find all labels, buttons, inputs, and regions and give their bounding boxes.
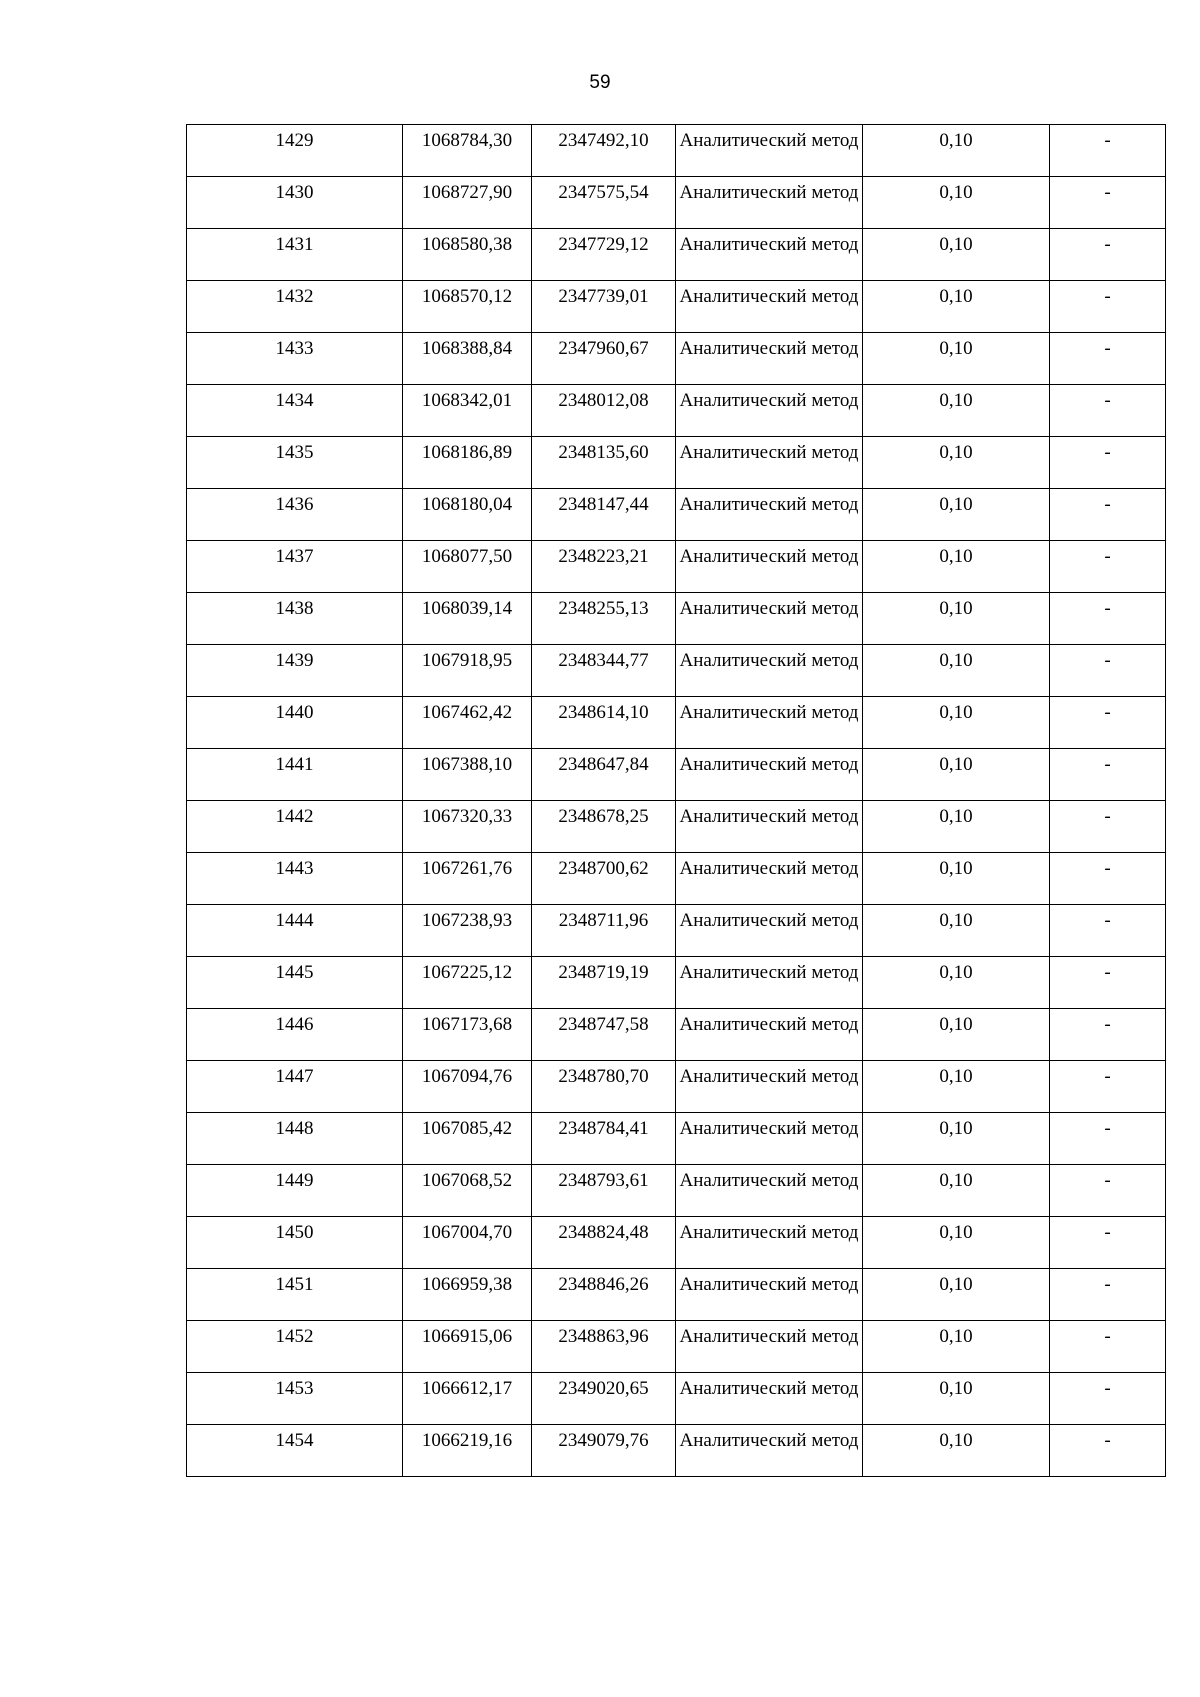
accuracy-cell: 0,10 bbox=[863, 489, 1050, 541]
accuracy-cell: 0,10 bbox=[863, 177, 1050, 229]
point-number-cell: 1452 bbox=[187, 1321, 403, 1373]
note-cell: - bbox=[1050, 541, 1166, 593]
accuracy-cell: 0,10 bbox=[863, 1269, 1050, 1321]
accuracy-cell: 0,10 bbox=[863, 437, 1050, 489]
table-row bbox=[187, 593, 1166, 645]
accuracy-cell: 0,10 bbox=[863, 645, 1050, 697]
point-number-cell: 1432 bbox=[187, 281, 403, 333]
method-cell: Аналитический метод bbox=[676, 177, 863, 229]
point-number-cell: 1439 bbox=[187, 645, 403, 697]
x-coordinate-cell: 1067004,70 bbox=[403, 1217, 532, 1269]
x-coordinate-cell: 1066219,16 bbox=[403, 1425, 532, 1477]
note-cell: - bbox=[1050, 593, 1166, 645]
note-cell: - bbox=[1050, 229, 1166, 281]
y-coordinate-cell: 2348780,70 bbox=[532, 1061, 676, 1113]
method-cell: Аналитический метод bbox=[676, 801, 863, 853]
x-coordinate-cell: 1068570,12 bbox=[403, 281, 532, 333]
y-coordinate-cell: 2347492,10 bbox=[532, 125, 676, 177]
y-coordinate-cell: 2347960,67 bbox=[532, 333, 676, 385]
table-row bbox=[187, 801, 1166, 853]
point-number-cell: 1445 bbox=[187, 957, 403, 1009]
point-number-cell: 1440 bbox=[187, 697, 403, 749]
y-coordinate-cell: 2348793,61 bbox=[532, 1165, 676, 1217]
table-row bbox=[187, 177, 1166, 229]
accuracy-cell: 0,10 bbox=[863, 1009, 1050, 1061]
table-row bbox=[187, 1217, 1166, 1269]
x-coordinate-cell: 1067173,68 bbox=[403, 1009, 532, 1061]
x-coordinate-cell: 1068388,84 bbox=[403, 333, 532, 385]
method-cell: Аналитический метод bbox=[676, 1113, 863, 1165]
accuracy-cell: 0,10 bbox=[863, 385, 1050, 437]
table-row bbox=[187, 1061, 1166, 1113]
table-row bbox=[187, 645, 1166, 697]
table-row bbox=[187, 437, 1166, 489]
note-cell: - bbox=[1050, 1165, 1166, 1217]
table-row bbox=[187, 1009, 1166, 1061]
note-cell: - bbox=[1050, 1425, 1166, 1477]
point-number-cell: 1444 bbox=[187, 905, 403, 957]
y-coordinate-cell: 2348614,10 bbox=[532, 697, 676, 749]
x-coordinate-cell: 1067462,42 bbox=[403, 697, 532, 749]
x-coordinate-cell: 1066959,38 bbox=[403, 1269, 532, 1321]
point-number-cell: 1451 bbox=[187, 1269, 403, 1321]
y-coordinate-cell: 2348846,26 bbox=[532, 1269, 676, 1321]
y-coordinate-cell: 2348255,13 bbox=[532, 593, 676, 645]
x-coordinate-cell: 1068580,38 bbox=[403, 229, 532, 281]
table-row bbox=[187, 281, 1166, 333]
point-number-cell: 1447 bbox=[187, 1061, 403, 1113]
y-coordinate-cell: 2348784,41 bbox=[532, 1113, 676, 1165]
y-coordinate-cell: 2347739,01 bbox=[532, 281, 676, 333]
y-coordinate-cell: 2348012,08 bbox=[532, 385, 676, 437]
y-coordinate-cell: 2348711,96 bbox=[532, 905, 676, 957]
y-coordinate-cell: 2349079,76 bbox=[532, 1425, 676, 1477]
y-coordinate-cell: 2348147,44 bbox=[532, 489, 676, 541]
method-cell: Аналитический метод bbox=[676, 489, 863, 541]
y-coordinate-cell: 2348344,77 bbox=[532, 645, 676, 697]
point-number-cell: 1446 bbox=[187, 1009, 403, 1061]
table-row bbox=[187, 957, 1166, 1009]
accuracy-cell: 0,10 bbox=[863, 125, 1050, 177]
point-number-cell: 1442 bbox=[187, 801, 403, 853]
x-coordinate-cell: 1068727,90 bbox=[403, 177, 532, 229]
y-coordinate-cell: 2348719,19 bbox=[532, 957, 676, 1009]
method-cell: Аналитический метод bbox=[676, 385, 863, 437]
note-cell: - bbox=[1050, 1269, 1166, 1321]
table-row bbox=[187, 697, 1166, 749]
table-row bbox=[187, 385, 1166, 437]
y-coordinate-cell: 2349020,65 bbox=[532, 1373, 676, 1425]
accuracy-cell: 0,10 bbox=[863, 1425, 1050, 1477]
point-number-cell: 1436 bbox=[187, 489, 403, 541]
x-coordinate-cell: 1067094,76 bbox=[403, 1061, 532, 1113]
accuracy-cell: 0,10 bbox=[863, 281, 1050, 333]
table-row bbox=[187, 1373, 1166, 1425]
accuracy-cell: 0,10 bbox=[863, 1321, 1050, 1373]
x-coordinate-cell: 1068784,30 bbox=[403, 125, 532, 177]
accuracy-cell: 0,10 bbox=[863, 801, 1050, 853]
accuracy-cell: 0,10 bbox=[863, 593, 1050, 645]
note-cell: - bbox=[1050, 749, 1166, 801]
method-cell: Аналитический метод bbox=[676, 957, 863, 1009]
y-coordinate-cell: 2348824,48 bbox=[532, 1217, 676, 1269]
y-coordinate-cell: 2348223,21 bbox=[532, 541, 676, 593]
table-row bbox=[187, 1113, 1166, 1165]
method-cell: Аналитический метод bbox=[676, 1321, 863, 1373]
method-cell: Аналитический метод bbox=[676, 1373, 863, 1425]
method-cell: Аналитический метод bbox=[676, 281, 863, 333]
note-cell: - bbox=[1050, 957, 1166, 1009]
note-cell: - bbox=[1050, 801, 1166, 853]
accuracy-cell: 0,10 bbox=[863, 957, 1050, 1009]
note-cell: - bbox=[1050, 125, 1166, 177]
point-number-cell: 1437 bbox=[187, 541, 403, 593]
note-cell: - bbox=[1050, 281, 1166, 333]
table-row bbox=[187, 1269, 1166, 1321]
method-cell: Аналитический метод bbox=[676, 1009, 863, 1061]
x-coordinate-cell: 1068077,50 bbox=[403, 541, 532, 593]
x-coordinate-cell: 1067085,42 bbox=[403, 1113, 532, 1165]
method-cell: Аналитический метод bbox=[676, 1061, 863, 1113]
point-number-cell: 1441 bbox=[187, 749, 403, 801]
accuracy-cell: 0,10 bbox=[863, 749, 1050, 801]
x-coordinate-cell: 1067238,93 bbox=[403, 905, 532, 957]
point-number-cell: 1429 bbox=[187, 125, 403, 177]
table-row bbox=[187, 333, 1166, 385]
note-cell: - bbox=[1050, 437, 1166, 489]
accuracy-cell: 0,10 bbox=[863, 229, 1050, 281]
point-number-cell: 1450 bbox=[187, 1217, 403, 1269]
coordinates-table-body bbox=[187, 125, 1166, 1477]
table-row bbox=[187, 489, 1166, 541]
table-row bbox=[187, 541, 1166, 593]
y-coordinate-cell: 2348863,96 bbox=[532, 1321, 676, 1373]
x-coordinate-cell: 1067068,52 bbox=[403, 1165, 532, 1217]
point-number-cell: 1438 bbox=[187, 593, 403, 645]
x-coordinate-cell: 1068186,89 bbox=[403, 437, 532, 489]
x-coordinate-cell: 1066612,17 bbox=[403, 1373, 532, 1425]
point-number-cell: 1430 bbox=[187, 177, 403, 229]
y-coordinate-cell: 2348678,25 bbox=[532, 801, 676, 853]
note-cell: - bbox=[1050, 1321, 1166, 1373]
method-cell: Аналитический метод bbox=[676, 645, 863, 697]
point-number-cell: 1443 bbox=[187, 853, 403, 905]
table-row bbox=[187, 749, 1166, 801]
table-row bbox=[187, 1165, 1166, 1217]
note-cell: - bbox=[1050, 853, 1166, 905]
accuracy-cell: 0,10 bbox=[863, 1373, 1050, 1425]
note-cell: - bbox=[1050, 333, 1166, 385]
x-coordinate-cell: 1068039,14 bbox=[403, 593, 532, 645]
note-cell: - bbox=[1050, 177, 1166, 229]
method-cell: Аналитический метод bbox=[676, 593, 863, 645]
table-row bbox=[187, 1425, 1166, 1477]
x-coordinate-cell: 1067320,33 bbox=[403, 801, 532, 853]
point-number-cell: 1453 bbox=[187, 1373, 403, 1425]
table-row bbox=[187, 229, 1166, 281]
note-cell: - bbox=[1050, 489, 1166, 541]
point-number-cell: 1433 bbox=[187, 333, 403, 385]
method-cell: Аналитический метод bbox=[676, 333, 863, 385]
x-coordinate-cell: 1067918,95 bbox=[403, 645, 532, 697]
coordinates-table bbox=[186, 124, 1166, 1477]
accuracy-cell: 0,10 bbox=[863, 1113, 1050, 1165]
table-row bbox=[187, 125, 1166, 177]
point-number-cell: 1448 bbox=[187, 1113, 403, 1165]
accuracy-cell: 0,10 bbox=[863, 1165, 1050, 1217]
note-cell: - bbox=[1050, 1061, 1166, 1113]
note-cell: - bbox=[1050, 697, 1166, 749]
x-coordinate-cell: 1067388,10 bbox=[403, 749, 532, 801]
accuracy-cell: 0,10 bbox=[863, 1217, 1050, 1269]
x-coordinate-cell: 1066915,06 bbox=[403, 1321, 532, 1373]
accuracy-cell: 0,10 bbox=[863, 1061, 1050, 1113]
note-cell: - bbox=[1050, 1217, 1166, 1269]
note-cell: - bbox=[1050, 1113, 1166, 1165]
method-cell: Аналитический метод bbox=[676, 697, 863, 749]
method-cell: Аналитический метод bbox=[676, 1165, 863, 1217]
point-number-cell: 1434 bbox=[187, 385, 403, 437]
y-coordinate-cell: 2347729,12 bbox=[532, 229, 676, 281]
note-cell: - bbox=[1050, 1009, 1166, 1061]
x-coordinate-cell: 1067261,76 bbox=[403, 853, 532, 905]
method-cell: Аналитический метод bbox=[676, 229, 863, 281]
note-cell: - bbox=[1050, 385, 1166, 437]
note-cell: - bbox=[1050, 645, 1166, 697]
method-cell: Аналитический метод bbox=[676, 1269, 863, 1321]
table-row bbox=[187, 1321, 1166, 1373]
accuracy-cell: 0,10 bbox=[863, 697, 1050, 749]
y-coordinate-cell: 2348700,62 bbox=[532, 853, 676, 905]
accuracy-cell: 0,10 bbox=[863, 905, 1050, 957]
y-coordinate-cell: 2347575,54 bbox=[532, 177, 676, 229]
table-row bbox=[187, 853, 1166, 905]
method-cell: Аналитический метод bbox=[676, 853, 863, 905]
point-number-cell: 1454 bbox=[187, 1425, 403, 1477]
x-coordinate-cell: 1068342,01 bbox=[403, 385, 532, 437]
method-cell: Аналитический метод bbox=[676, 125, 863, 177]
method-cell: Аналитический метод bbox=[676, 541, 863, 593]
y-coordinate-cell: 2348135,60 bbox=[532, 437, 676, 489]
y-coordinate-cell: 2348647,84 bbox=[532, 749, 676, 801]
method-cell: Аналитический метод bbox=[676, 749, 863, 801]
method-cell: Аналитический метод bbox=[676, 1425, 863, 1477]
page-number: 59 bbox=[589, 72, 611, 93]
method-cell: Аналитический метод bbox=[676, 1217, 863, 1269]
method-cell: Аналитический метод bbox=[676, 437, 863, 489]
table-row bbox=[187, 905, 1166, 957]
accuracy-cell: 0,10 bbox=[863, 853, 1050, 905]
note-cell: - bbox=[1050, 1373, 1166, 1425]
point-number-cell: 1435 bbox=[187, 437, 403, 489]
x-coordinate-cell: 1068180,04 bbox=[403, 489, 532, 541]
note-cell: - bbox=[1050, 905, 1166, 957]
accuracy-cell: 0,10 bbox=[863, 541, 1050, 593]
method-cell: Аналитический метод bbox=[676, 905, 863, 957]
y-coordinate-cell: 2348747,58 bbox=[532, 1009, 676, 1061]
x-coordinate-cell: 1067225,12 bbox=[403, 957, 532, 1009]
point-number-cell: 1431 bbox=[187, 229, 403, 281]
accuracy-cell: 0,10 bbox=[863, 333, 1050, 385]
point-number-cell: 1449 bbox=[187, 1165, 403, 1217]
